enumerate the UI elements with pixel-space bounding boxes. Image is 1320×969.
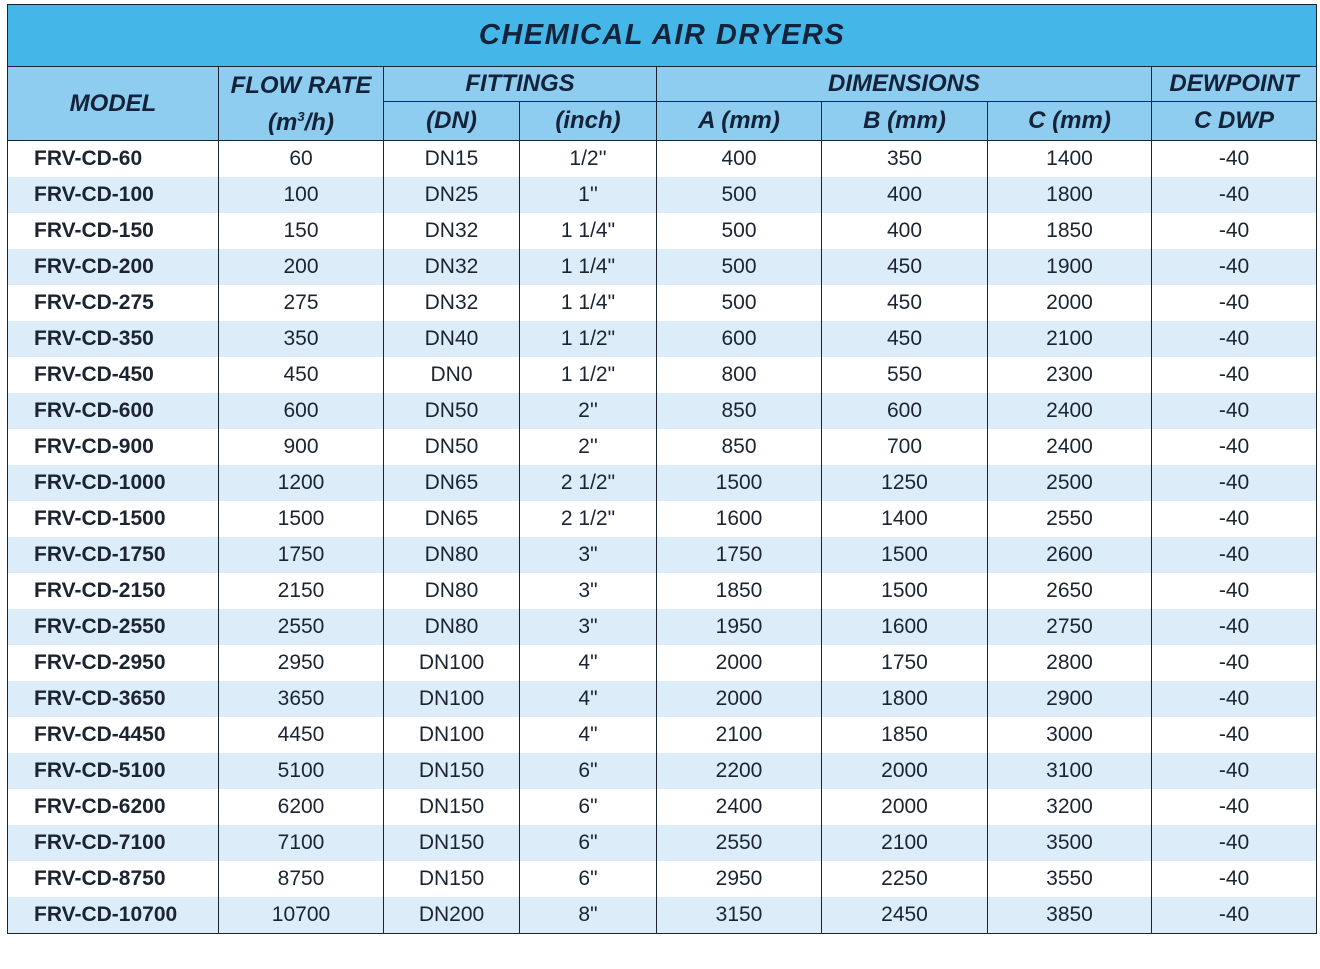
cell-c-dwp: -40 bbox=[1152, 573, 1317, 609]
cell-a-mm: 850 bbox=[657, 393, 822, 429]
table-row bbox=[8, 357, 1317, 393]
table-row bbox=[8, 717, 1317, 753]
cell-c-mm: 2100 bbox=[988, 321, 1152, 357]
cell-flow-rate: 450 bbox=[219, 357, 384, 393]
cell-model: FRV-CD-350 bbox=[8, 321, 219, 357]
cell-model: FRV-CD-2150 bbox=[8, 573, 219, 609]
cell-b-mm: 1850 bbox=[822, 717, 988, 753]
cell-dn: DN32 bbox=[384, 249, 520, 285]
cell-c-dwp: -40 bbox=[1152, 609, 1317, 645]
table-body bbox=[8, 141, 1317, 934]
cell-c-mm: 1800 bbox=[988, 177, 1152, 213]
cell-c-dwp: -40 bbox=[1152, 393, 1317, 429]
cell-c-mm: 2650 bbox=[988, 573, 1152, 609]
cell-inch: 1 1/4" bbox=[520, 249, 657, 285]
cell-c-mm: 3200 bbox=[988, 789, 1152, 825]
cell-b-mm: 450 bbox=[822, 249, 988, 285]
cell-model: FRV-CD-3650 bbox=[8, 681, 219, 717]
cell-model: FRV-CD-1000 bbox=[8, 465, 219, 501]
cell-c-mm: 1900 bbox=[988, 249, 1152, 285]
cell-flow-rate: 1200 bbox=[219, 465, 384, 501]
table-row bbox=[8, 177, 1317, 213]
cell-model: FRV-CD-5100 bbox=[8, 753, 219, 789]
cell-c-dwp: -40 bbox=[1152, 465, 1317, 501]
cell-dn: DN100 bbox=[384, 717, 520, 753]
cell-model: FRV-CD-275 bbox=[8, 285, 219, 321]
cell-a-mm: 800 bbox=[657, 357, 822, 393]
header-b-mm: B (mm) bbox=[822, 102, 988, 141]
cell-flow-rate: 100 bbox=[219, 177, 384, 213]
header-flow-rate bbox=[219, 67, 384, 141]
table-row bbox=[8, 825, 1317, 861]
cell-flow-rate: 150 bbox=[219, 213, 384, 249]
cell-b-mm: 2000 bbox=[822, 789, 988, 825]
cell-c-mm: 2550 bbox=[988, 501, 1152, 537]
cell-inch: 8" bbox=[520, 897, 657, 934]
cell-flow-rate: 200 bbox=[219, 249, 384, 285]
cell-b-mm: 600 bbox=[822, 393, 988, 429]
cell-model: FRV-CD-900 bbox=[8, 429, 219, 465]
cell-flow-rate: 600 bbox=[219, 393, 384, 429]
cell-a-mm: 500 bbox=[657, 249, 822, 285]
cell-b-mm: 450 bbox=[822, 321, 988, 357]
cell-a-mm: 1500 bbox=[657, 465, 822, 501]
cell-model: FRV-CD-600 bbox=[8, 393, 219, 429]
cell-a-mm: 2950 bbox=[657, 861, 822, 897]
cell-c-dwp: -40 bbox=[1152, 357, 1317, 393]
cell-model: FRV-CD-8750 bbox=[8, 861, 219, 897]
cell-inch: 1 1/4" bbox=[520, 213, 657, 249]
table-row bbox=[8, 861, 1317, 897]
cell-c-mm: 2600 bbox=[988, 537, 1152, 573]
cell-b-mm: 2100 bbox=[822, 825, 988, 861]
cell-c-dwp: -40 bbox=[1152, 717, 1317, 753]
cell-c-dwp: -40 bbox=[1152, 213, 1317, 249]
cell-a-mm: 3150 bbox=[657, 897, 822, 934]
cell-c-mm: 2300 bbox=[988, 357, 1152, 393]
header-inch: (inch) bbox=[520, 102, 657, 141]
cell-a-mm: 400 bbox=[657, 141, 822, 178]
table-row bbox=[8, 429, 1317, 465]
cell-inch: 2'' bbox=[520, 429, 657, 465]
cell-dn: DN150 bbox=[384, 753, 520, 789]
cell-flow-rate: 6200 bbox=[219, 789, 384, 825]
cell-c-dwp: -40 bbox=[1152, 753, 1317, 789]
cell-inch: 2 1/2" bbox=[520, 465, 657, 501]
cell-c-mm: 2900 bbox=[988, 681, 1152, 717]
cell-model: FRV-CD-150 bbox=[8, 213, 219, 249]
table-row bbox=[8, 393, 1317, 429]
cell-inch: 1 1/2" bbox=[520, 321, 657, 357]
cell-flow-rate: 5100 bbox=[219, 753, 384, 789]
cell-c-dwp: -40 bbox=[1152, 177, 1317, 213]
cell-model: FRV-CD-200 bbox=[8, 249, 219, 285]
header-fittings: FITTINGS bbox=[384, 67, 657, 102]
table-row bbox=[8, 213, 1317, 249]
cell-c-mm: 2400 bbox=[988, 429, 1152, 465]
table-row bbox=[8, 249, 1317, 285]
cell-inch: 6" bbox=[520, 789, 657, 825]
cell-flow-rate: 1500 bbox=[219, 501, 384, 537]
cell-dn: DN100 bbox=[384, 645, 520, 681]
cell-dn: DN80 bbox=[384, 609, 520, 645]
cell-b-mm: 1600 bbox=[822, 609, 988, 645]
cell-flow-rate: 8750 bbox=[219, 861, 384, 897]
cell-c-dwp: -40 bbox=[1152, 285, 1317, 321]
cell-dn: DN32 bbox=[384, 285, 520, 321]
cell-model: FRV-CD-4450 bbox=[8, 717, 219, 753]
cell-b-mm: 1500 bbox=[822, 537, 988, 573]
chemical-air-dryers-table bbox=[7, 4, 1317, 934]
cell-inch: 3" bbox=[520, 537, 657, 573]
header-flow-rate-label: FLOW RATE bbox=[230, 71, 372, 99]
header-c-dwp: C DWP bbox=[1152, 102, 1317, 141]
cell-dn: DN65 bbox=[384, 465, 520, 501]
cell-dn: DN100 bbox=[384, 681, 520, 717]
cell-a-mm: 2000 bbox=[657, 645, 822, 681]
cell-dn: DN0 bbox=[384, 357, 520, 393]
cell-a-mm: 1600 bbox=[657, 501, 822, 537]
cell-b-mm: 2450 bbox=[822, 897, 988, 934]
cell-inch: 3" bbox=[520, 609, 657, 645]
cell-c-mm: 2400 bbox=[988, 393, 1152, 429]
cell-dn: DN32 bbox=[384, 213, 520, 249]
table-row bbox=[8, 321, 1317, 357]
cell-c-dwp: -40 bbox=[1152, 645, 1317, 681]
cell-c-dwp: -40 bbox=[1152, 681, 1317, 717]
cell-dn: DN80 bbox=[384, 573, 520, 609]
cell-a-mm: 2200 bbox=[657, 753, 822, 789]
header-flow-unit: $(m^3/h)$ bbox=[268, 108, 334, 136]
cell-flow-rate: 60 bbox=[219, 141, 384, 178]
cell-c-mm: 2000 bbox=[988, 285, 1152, 321]
cell-a-mm: 1750 bbox=[657, 537, 822, 573]
cell-inch: 4" bbox=[520, 645, 657, 681]
cell-c-mm: 3000 bbox=[988, 717, 1152, 753]
cell-b-mm: 1800 bbox=[822, 681, 988, 717]
cell-a-mm: 600 bbox=[657, 321, 822, 357]
cell-flow-rate: 4450 bbox=[219, 717, 384, 753]
cell-model: FRV-CD-1750 bbox=[8, 537, 219, 573]
cell-model: FRV-CD-2950 bbox=[8, 645, 219, 681]
cell-inch: 6" bbox=[520, 861, 657, 897]
cell-c-dwp: -40 bbox=[1152, 249, 1317, 285]
cell-c-dwp: -40 bbox=[1152, 861, 1317, 897]
cell-model: FRV-CD-7100 bbox=[8, 825, 219, 861]
cell-inch: 6" bbox=[520, 825, 657, 861]
cell-dn: DN25 bbox=[384, 177, 520, 213]
cell-b-mm: 350 bbox=[822, 141, 988, 178]
cell-b-mm: 1400 bbox=[822, 501, 988, 537]
cell-a-mm: 500 bbox=[657, 213, 822, 249]
table-row bbox=[8, 789, 1317, 825]
cell-inch: 4" bbox=[520, 681, 657, 717]
cell-b-mm: 2250 bbox=[822, 861, 988, 897]
cell-flow-rate: 900 bbox=[219, 429, 384, 465]
table-row bbox=[8, 753, 1317, 789]
cell-dn: DN80 bbox=[384, 537, 520, 573]
header-c-mm: C (mm) bbox=[988, 102, 1152, 141]
cell-b-mm: 400 bbox=[822, 213, 988, 249]
cell-b-mm: 550 bbox=[822, 357, 988, 393]
cell-c-dwp: -40 bbox=[1152, 825, 1317, 861]
cell-dn: DN65 bbox=[384, 501, 520, 537]
cell-c-dwp: -40 bbox=[1152, 789, 1317, 825]
cell-inch: 1 1/4" bbox=[520, 285, 657, 321]
cell-b-mm: 400 bbox=[822, 177, 988, 213]
cell-flow-rate: 1750 bbox=[219, 537, 384, 573]
cell-b-mm: 1750 bbox=[822, 645, 988, 681]
cell-c-dwp: -40 bbox=[1152, 141, 1317, 178]
cell-model: FRV-CD-6200 bbox=[8, 789, 219, 825]
cell-model: FRV-CD-10700 bbox=[8, 897, 219, 934]
cell-a-mm: 850 bbox=[657, 429, 822, 465]
cell-inch: 4" bbox=[520, 717, 657, 753]
cell-a-mm: 2550 bbox=[657, 825, 822, 861]
header-model: MODEL bbox=[8, 67, 219, 141]
cell-flow-rate: 2550 bbox=[219, 609, 384, 645]
cell-flow-rate: 350 bbox=[219, 321, 384, 357]
cell-flow-rate: 275 bbox=[219, 285, 384, 321]
table-row bbox=[8, 537, 1317, 573]
cell-a-mm: 1950 bbox=[657, 609, 822, 645]
table-row bbox=[8, 897, 1317, 934]
cell-inch: 1/2'' bbox=[520, 141, 657, 178]
cell-c-mm: 2800 bbox=[988, 645, 1152, 681]
table-row bbox=[8, 141, 1317, 178]
cell-a-mm: 500 bbox=[657, 177, 822, 213]
cell-dn: DN200 bbox=[384, 897, 520, 934]
table-row bbox=[8, 645, 1317, 681]
cell-a-mm: 2100 bbox=[657, 717, 822, 753]
table-row bbox=[8, 501, 1317, 537]
cell-a-mm: 2000 bbox=[657, 681, 822, 717]
table-row bbox=[8, 285, 1317, 321]
table-title: CHEMICAL AIR DRYERS bbox=[8, 5, 1317, 67]
cell-inch: 2'' bbox=[520, 393, 657, 429]
cell-flow-rate: 2150 bbox=[219, 573, 384, 609]
cell-flow-rate: 3650 bbox=[219, 681, 384, 717]
cell-a-mm: 1850 bbox=[657, 573, 822, 609]
cell-a-mm: 2400 bbox=[657, 789, 822, 825]
cell-c-mm: 3100 bbox=[988, 753, 1152, 789]
table-row bbox=[8, 609, 1317, 645]
cell-b-mm: 1250 bbox=[822, 465, 988, 501]
table-row bbox=[8, 681, 1317, 717]
cell-model: FRV-CD-60 bbox=[8, 141, 219, 178]
cell-inch: 1'' bbox=[520, 177, 657, 213]
cell-inch: 2 1/2" bbox=[520, 501, 657, 537]
cell-c-mm: 1400 bbox=[988, 141, 1152, 178]
cell-inch: 1 1/2" bbox=[520, 357, 657, 393]
cell-b-mm: 2000 bbox=[822, 753, 988, 789]
cell-a-mm: 500 bbox=[657, 285, 822, 321]
cell-model: FRV-CD-100 bbox=[8, 177, 219, 213]
cell-inch: 3" bbox=[520, 573, 657, 609]
cell-c-dwp: -40 bbox=[1152, 537, 1317, 573]
header-dn: (DN) bbox=[384, 102, 520, 141]
cell-c-dwp: -40 bbox=[1152, 501, 1317, 537]
cell-c-mm: 2500 bbox=[988, 465, 1152, 501]
cell-dn: DN150 bbox=[384, 789, 520, 825]
header-a-mm: A (mm) bbox=[657, 102, 822, 141]
cell-dn: DN50 bbox=[384, 393, 520, 429]
cell-flow-rate: 2950 bbox=[219, 645, 384, 681]
cell-dn: DN150 bbox=[384, 861, 520, 897]
table-row bbox=[8, 573, 1317, 609]
cell-dn: DN150 bbox=[384, 825, 520, 861]
cell-model: FRV-CD-1500 bbox=[8, 501, 219, 537]
cell-c-mm: 3500 bbox=[988, 825, 1152, 861]
cell-inch: 6" bbox=[520, 753, 657, 789]
table-row bbox=[8, 465, 1317, 501]
spec-table-container bbox=[7, 4, 1316, 934]
cell-dn: DN15 bbox=[384, 141, 520, 178]
header-dewpoint: DEWPOINT bbox=[1152, 67, 1317, 102]
cell-flow-rate: 10700 bbox=[219, 897, 384, 934]
cell-b-mm: 1500 bbox=[822, 573, 988, 609]
cell-model: FRV-CD-450 bbox=[8, 357, 219, 393]
cell-c-mm: 3850 bbox=[988, 897, 1152, 934]
cell-c-dwp: -40 bbox=[1152, 429, 1317, 465]
cell-c-mm: 1850 bbox=[988, 213, 1152, 249]
cell-c-mm: 2750 bbox=[988, 609, 1152, 645]
cell-dn: DN50 bbox=[384, 429, 520, 465]
cell-c-dwp: -40 bbox=[1152, 321, 1317, 357]
cell-b-mm: 450 bbox=[822, 285, 988, 321]
cell-c-mm: 3550 bbox=[988, 861, 1152, 897]
cell-model: FRV-CD-2550 bbox=[8, 609, 219, 645]
cell-b-mm: 700 bbox=[822, 429, 988, 465]
cell-flow-rate: 7100 bbox=[219, 825, 384, 861]
cell-c-dwp: -40 bbox=[1152, 897, 1317, 934]
header-dimensions: DIMENSIONS bbox=[657, 67, 1152, 102]
cell-dn: DN40 bbox=[384, 321, 520, 357]
